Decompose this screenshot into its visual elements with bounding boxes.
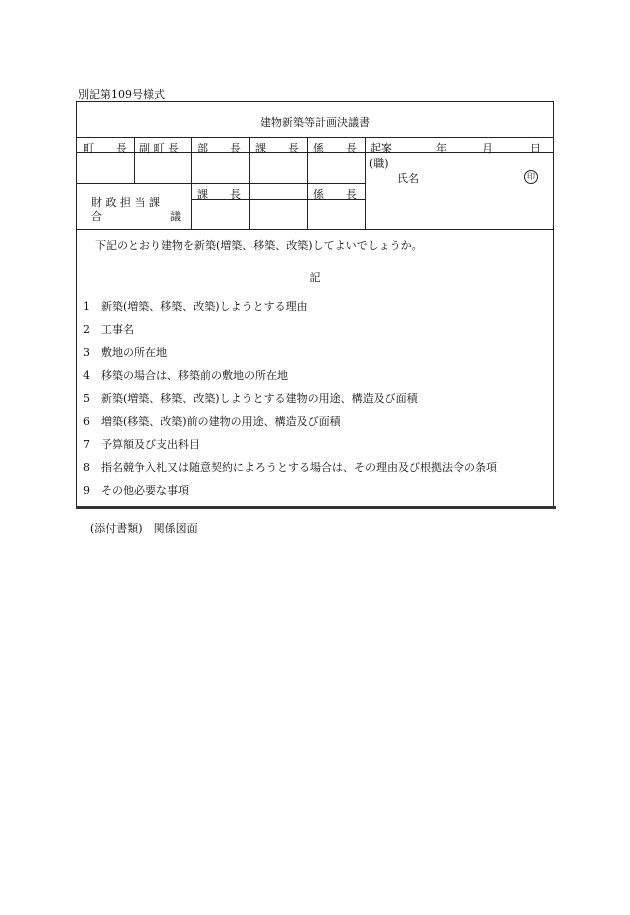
row-line: [77, 137, 553, 138]
year-label: 年: [436, 142, 447, 155]
list-item: 8 指名競争入札又は随意契約によろうとする場合は、その理由及び根拠法令の条項: [83, 461, 497, 474]
header-cell-kakaricho: 係 長: [313, 142, 357, 155]
col-line: [365, 137, 366, 229]
month-label: 月: [482, 142, 493, 155]
list-item: 5 新築(増築、移築、改築)しようとする建物の用途、構造及び面積: [83, 392, 418, 405]
header-cell-fukucho: 副 町 長: [139, 142, 179, 155]
form-title: 建物新築等計画決議書: [260, 116, 370, 129]
zaisei-label-go: 合: [91, 210, 102, 223]
list-item: 3 敷地の所在地: [83, 346, 167, 359]
list-item: 6 増築(移築、改築)前の建物の用途、構造及び面積: [83, 415, 341, 428]
intro-text: 下記のとおり建物を新築(増築、移築、改築)してよいでしょうか。: [95, 239, 423, 252]
form-label: 別記第109号様式: [78, 88, 165, 101]
shimei-label: 氏名: [397, 172, 419, 185]
list-item: 4 移築の場合は、移築前の敷地の所在地: [83, 369, 288, 382]
col-line: [249, 137, 250, 229]
shoku-label: (職): [369, 157, 389, 170]
col-line: [191, 137, 192, 229]
list-item: 1 新築(増築、移築、改築)しようとする理由: [83, 300, 308, 313]
row-line: [77, 183, 365, 184]
zaisei-label: 財 政 担 当 課: [91, 196, 160, 209]
row-line: [77, 229, 553, 230]
ki-label: 記: [309, 271, 321, 284]
zaisei-kakaricho: 係 長: [313, 188, 357, 201]
list-item: 2 工事名: [83, 323, 134, 336]
header-cell-cho: 町 長: [83, 142, 127, 155]
zaisei-label-gi: 議: [170, 210, 181, 223]
day-label: 日: [530, 142, 541, 155]
kian-label: 起案: [370, 142, 392, 155]
col-line: [307, 137, 308, 229]
list-item: 7 予算額及び支出科目: [83, 438, 200, 451]
zaisei-kacho: 課 長: [197, 188, 241, 201]
seal-mark: 印: [524, 170, 538, 184]
header-cell-kacho: 課 長: [255, 142, 299, 155]
header-cell-bucho: 部 長: [197, 142, 241, 155]
form-bottom-border: [76, 506, 556, 509]
attachment-note: (添付書類) 関係図面: [90, 522, 198, 535]
form-table: [76, 101, 554, 507]
col-line: [134, 137, 135, 183]
list-item: 9 その他必要な事項: [83, 484, 189, 497]
